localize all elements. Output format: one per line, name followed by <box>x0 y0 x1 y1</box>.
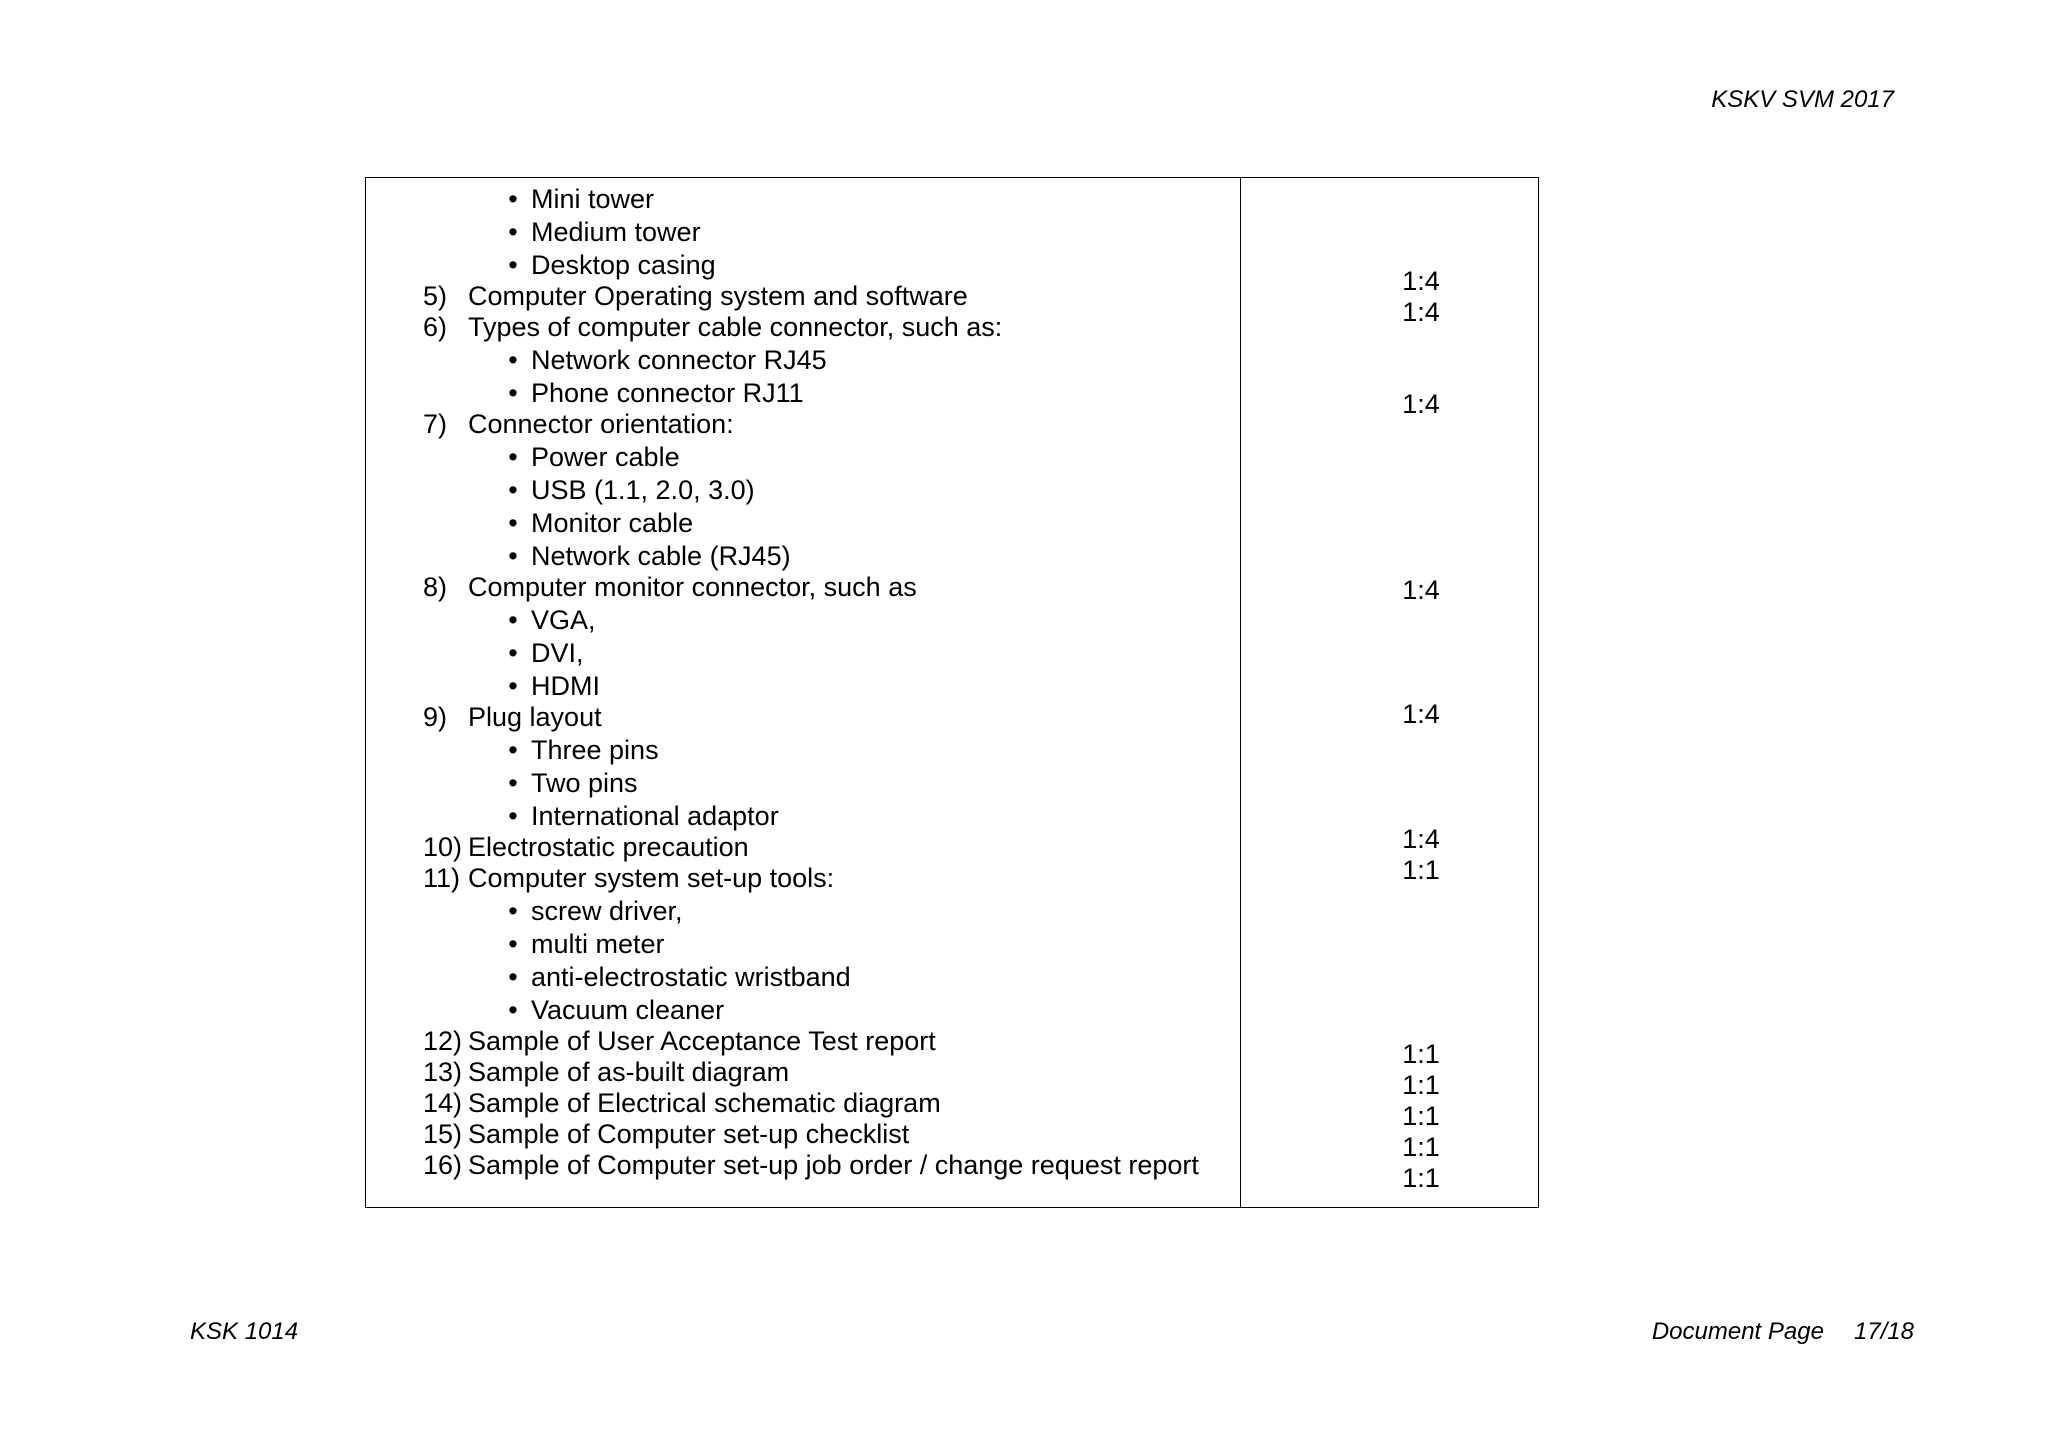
bullet-item <box>366 670 1538 702</box>
list-item <box>366 280 1538 312</box>
list-item <box>366 701 1538 733</box>
bullet-icon: • <box>508 184 518 214</box>
bullet-text: Monitor cable <box>531 508 694 538</box>
item-number: 14) <box>423 1088 463 1118</box>
footer-page-info <box>1652 1318 1914 1346</box>
bullet-text: Three pins <box>531 735 659 765</box>
bullet-text: HDMI <box>531 671 600 701</box>
bullet-item <box>366 800 1538 832</box>
bullet-text: Medium tower <box>531 217 701 247</box>
list-item <box>366 831 1538 863</box>
item-text: Types of computer cable connector, such as: <box>468 312 1003 342</box>
bullet-text: Power cable <box>531 442 680 472</box>
list-item <box>366 311 1538 343</box>
bullet-icon: • <box>508 801 518 831</box>
ratio-table <box>365 177 1539 1208</box>
bullet-icon: • <box>508 475 518 505</box>
bullet-icon: • <box>508 541 518 571</box>
item-number: 7) <box>423 409 448 439</box>
bullet-text: Mini tower <box>531 184 655 214</box>
item-number: 11) <box>423 863 461 893</box>
bullet-icon: • <box>508 345 518 375</box>
bullet-icon: • <box>508 638 518 668</box>
ratio-value: 1:4 <box>1402 266 1440 296</box>
item-text: Sample of Computer set-up job order / change request report <box>468 1150 1199 1180</box>
ratio-value: 1:4 <box>1402 575 1440 605</box>
bullet-text: Network cable (RJ45) <box>531 541 791 571</box>
list-item <box>366 862 1538 894</box>
ratio-value: 1:1 <box>1402 1039 1440 1069</box>
bullet-icon: • <box>508 671 518 701</box>
ratio-value: 1:4 <box>1402 297 1440 327</box>
list-item <box>366 571 1538 603</box>
bullet-icon: • <box>508 605 518 635</box>
item-text: Sample of as-built diagram <box>468 1057 790 1087</box>
list-item <box>366 408 1538 440</box>
item-text: Sample of Computer set-up checklist <box>468 1119 910 1149</box>
item-number: 6) <box>423 312 448 342</box>
header-doc-code: KSKV SVM 2017 <box>1711 86 1894 113</box>
item-number: 16) <box>423 1150 463 1180</box>
item-number: 13) <box>423 1057 463 1087</box>
bullet-text: Two pins <box>531 768 638 798</box>
bullet-text: multi meter <box>531 929 665 959</box>
bullet-item <box>366 249 1538 281</box>
bullet-item <box>366 961 1538 993</box>
bullet-text: screw driver, <box>531 896 683 926</box>
bullet-icon: • <box>508 250 518 280</box>
bullet-icon: • <box>508 442 518 472</box>
bullet-item <box>366 474 1538 506</box>
item-number: 9) <box>423 702 448 732</box>
footer-page-label: Document Page <box>1651 1318 1824 1345</box>
item-text: Sample of User Acceptance Test report <box>468 1026 936 1056</box>
bullet-text: anti-electrostatic wristband <box>531 962 851 992</box>
item-number: 5) <box>423 281 448 311</box>
bullet-icon: • <box>508 217 518 247</box>
bullet-item <box>366 734 1538 766</box>
bullet-item <box>366 604 1538 636</box>
list-item <box>366 1149 1538 1181</box>
ratio-value: 1:1 <box>1402 1132 1440 1162</box>
bullet-item <box>366 895 1538 927</box>
bullet-item <box>366 377 1538 409</box>
item-text: Electrostatic precaution <box>468 832 749 862</box>
bullet-text: Network connector RJ45 <box>531 345 827 375</box>
ratio-value: 1:4 <box>1402 824 1440 854</box>
item-text: Computer monitor connector, such as <box>468 572 917 602</box>
bullet-text: DVI, <box>531 638 584 668</box>
list-item <box>366 1056 1538 1088</box>
bullet-icon: • <box>508 929 518 959</box>
item-number: 8) <box>423 572 448 602</box>
item-text: Computer system set-up tools: <box>468 863 835 893</box>
bullet-icon: • <box>508 995 518 1025</box>
ratio-value: 1:1 <box>1402 1070 1440 1100</box>
footer-page-number: 17/18 <box>1853 1318 1914 1345</box>
bullet-icon: • <box>508 896 518 926</box>
bullet-item <box>366 540 1538 572</box>
bullet-text: Vacuum cleaner <box>531 995 725 1025</box>
bullet-item <box>366 344 1538 376</box>
bullet-text: VGA, <box>531 605 596 635</box>
bullet-icon: • <box>508 962 518 992</box>
list-item <box>366 1087 1538 1119</box>
bullet-text: Phone connector RJ11 <box>531 378 804 408</box>
ratio-value: 1:1 <box>1402 855 1440 885</box>
bullet-item <box>366 216 1538 248</box>
item-text: Connector orientation: <box>468 409 734 439</box>
item-number: 12) <box>423 1026 463 1056</box>
bullet-text: Desktop casing <box>531 250 716 280</box>
bullet-item <box>366 507 1538 539</box>
item-number: 15) <box>423 1119 463 1149</box>
footer-course-code: KSK 1014 <box>190 1318 299 1345</box>
list-item <box>366 1025 1538 1057</box>
bullet-text: International adaptor <box>531 801 779 831</box>
ratio-value: 1:1 <box>1402 1163 1440 1193</box>
bullet-item <box>366 183 1538 215</box>
item-text: Sample of Electrical schematic diagram <box>468 1088 941 1118</box>
bullet-item <box>366 441 1538 473</box>
bullet-icon: • <box>508 378 518 408</box>
bullet-item <box>366 928 1538 960</box>
ratio-value: 1:4 <box>1402 699 1440 729</box>
bullet-text: USB (1.1, 2.0, 3.0) <box>531 475 755 505</box>
item-text: Plug layout <box>468 702 602 732</box>
bullet-icon: • <box>508 508 518 538</box>
bullet-item <box>366 637 1538 669</box>
ratio-value: 1:1 <box>1402 1101 1440 1131</box>
bullet-icon: • <box>508 735 518 765</box>
item-number: 10) <box>423 832 463 862</box>
bullet-item <box>366 767 1538 799</box>
ratio-value: 1:4 <box>1402 389 1440 419</box>
bullet-item <box>366 994 1538 1026</box>
bullet-icon: • <box>508 768 518 798</box>
item-text: Computer Operating system and software <box>468 281 968 311</box>
list-item <box>366 1118 1538 1150</box>
